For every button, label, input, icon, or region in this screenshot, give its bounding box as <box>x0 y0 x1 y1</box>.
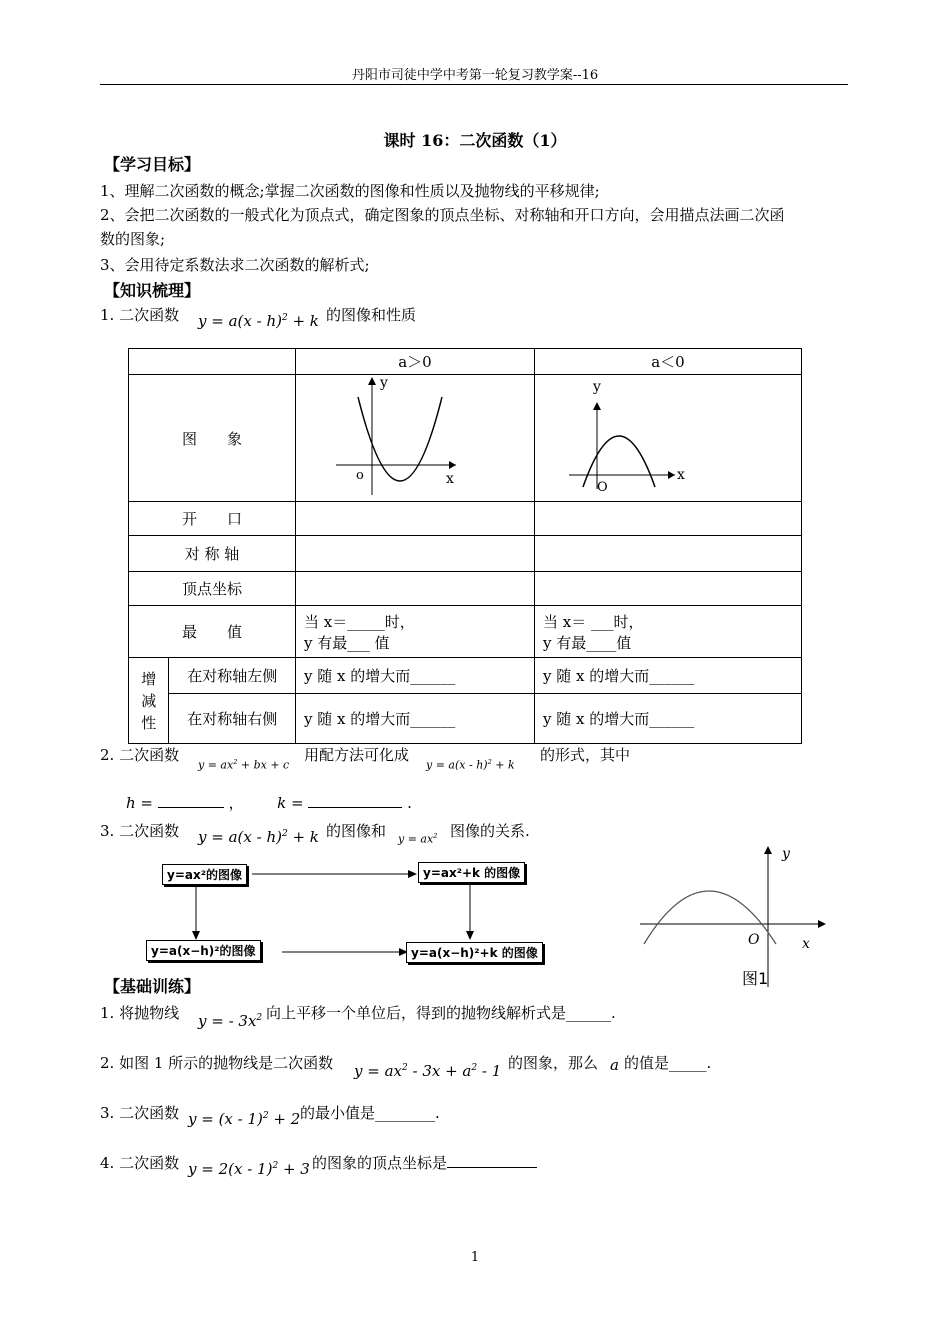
page-number: 1 <box>470 1250 480 1265</box>
origin-label: o <box>355 468 364 483</box>
figure1-graph <box>636 842 836 992</box>
item2-general-form: $y = ax^2$ + bx + c <box>198 758 290 772</box>
cell-axis-pos <box>295 536 534 572</box>
objectives-heading: 【学习目标】 <box>104 155 201 174</box>
cell-left-pos: y 随 x 的增大而______ <box>295 658 534 694</box>
cell-vertex-pos <box>295 572 534 606</box>
item3-prefix: 3. 二次函数 <box>100 822 180 840</box>
h-blank[interactable] <box>158 807 224 808</box>
q2-formula: $y = ax^2 - 3x + a^2 - 1$ <box>354 1062 502 1080</box>
row-label-extreme: 最 值 <box>129 606 296 658</box>
objective-1: 1、理解二次函数的概念;掌握二次函数的图像和性质以及抛物线的平移规律; <box>100 182 600 200</box>
cell-left-neg: y 随 x 的增大而______ <box>534 658 801 694</box>
row-label-opening: 开 口 <box>129 502 296 536</box>
extreme-pos-line2: y 有最___ 值 <box>303 633 390 652</box>
cell-right-neg: y 随 x 的增大而______ <box>534 694 801 744</box>
item2-end: . <box>407 794 412 812</box>
item2-prefix: 2. 二次函数 <box>100 746 180 764</box>
item2-suffix: 的形式，其中 <box>540 746 631 764</box>
cell-vertex-neg <box>534 572 801 606</box>
q1-suffix: 向上平移一个单位后，得到的抛物线解析式是______. <box>266 1004 616 1022</box>
q1-prefix: 1. 将抛物线 <box>100 1004 180 1022</box>
axis-label-y: y <box>592 379 601 395</box>
item2-vertex-form: y = a(x - h)$^2$ + k <box>426 758 515 772</box>
graph-upward-cell <box>295 375 534 502</box>
row-label-left: 在对称轴左侧 <box>169 658 296 694</box>
cell-right-pos: y 随 x 的增大而______ <box>295 694 534 744</box>
q2-mid: 的图象，那么 <box>508 1054 599 1072</box>
flow-box-ax-h-k: y=a(x−h)²+k 的图像 <box>406 942 543 963</box>
fig1-axis-y: y <box>782 846 790 862</box>
item3-formula2: $y = ax^2$ <box>398 832 438 846</box>
lesson-title: 课时 16：二次函数（1） <box>383 131 567 150</box>
row-label-image: 图 象 <box>129 375 296 502</box>
flow-box-ax2: y=ax²的图像 <box>162 864 247 885</box>
axis-label-x: x <box>445 471 454 487</box>
graph-downward-cell <box>534 375 801 502</box>
origin-label: O <box>596 480 608 495</box>
row-label-axis: 对 称 轴 <box>129 536 296 572</box>
axis-label-x: x <box>676 467 685 483</box>
q4-prefix: 4. 二次函数 <box>100 1154 180 1172</box>
item3-mid: 的图像和 <box>326 822 387 840</box>
h-sep: ， <box>228 794 244 812</box>
objective-2-cont: 数的图象; <box>100 230 166 248</box>
table-corner <box>129 349 296 375</box>
q3-formula: y = (x - 1)$^2$ + 2 <box>188 1110 301 1128</box>
fig1-axis-x: x <box>802 936 810 952</box>
q4-suffix <box>312 1152 537 1173</box>
properties-table <box>128 348 802 744</box>
k-label: k = <box>277 794 304 812</box>
item3-formula: y = a(x - h)$^2$ + k <box>198 828 319 846</box>
axis-label-y: y <box>379 375 388 391</box>
training-heading: 【基础训练】 <box>104 977 201 996</box>
q2-suffix: 的值是_____. <box>624 1054 712 1072</box>
item2-h-line <box>126 792 412 813</box>
cell-extreme-neg <box>534 606 801 658</box>
flow-box-ax-h: y=a(x−h)²的图像 <box>146 940 261 961</box>
extreme-pos-line1: 当 x＝_____时， <box>303 612 415 631</box>
q4-formula: y = 2(x - 1)$^2$ + 3 <box>188 1160 310 1178</box>
fig1-caption: 图1 <box>742 969 769 988</box>
row-label-monotone: 增减性 <box>129 658 169 744</box>
flow-box-ax2-k: y=ax²+k 的图像 <box>418 862 525 883</box>
cell-opening-pos <box>295 502 534 536</box>
col-header-a-positive: a＞0 <box>295 349 534 375</box>
item1-suffix: 的图像和性质 <box>326 306 417 324</box>
objective-2: 2、会把二次函数的一般式化为顶点式，确定图象的顶点坐标、对称轴和开口方向，会用描点法画二次函 <box>100 206 785 224</box>
k-blank[interactable] <box>308 807 402 808</box>
page-header: 丹阳市司徒中学中考第一轮复习教学案--16 <box>351 68 599 83</box>
cell-extreme-pos <box>295 606 534 658</box>
knowledge-heading: 【知识梳理】 <box>104 281 201 300</box>
q2-prefix: 2. 如图 1 所示的抛物线是二次函数 <box>100 1054 334 1072</box>
objective-3: 3、会用待定系数法求二次函数的解析式; <box>100 256 370 274</box>
fig1-origin: O <box>748 932 760 948</box>
downward-parabola-graph <box>535 375 801 497</box>
q3-prefix: 3. 二次函数 <box>100 1104 180 1122</box>
extreme-neg-line2: y 有最____值 <box>542 633 632 652</box>
col-header-a-negative: a＜0 <box>534 349 801 375</box>
q2-var: a <box>610 1056 619 1074</box>
q4-blank[interactable] <box>447 1167 537 1168</box>
item3-suffix: 图像的关系. <box>450 822 530 840</box>
item2-mid: 用配方法可化成 <box>304 746 410 764</box>
extreme-neg-line1: 当 x＝ ___时， <box>542 612 644 631</box>
q4-suffix-text: 的图象的顶点坐标是 <box>312 1154 448 1172</box>
item1-formula: y = a(x - h)$^2$ + k <box>198 312 319 330</box>
upward-parabola-graph <box>296 375 534 497</box>
q3-suffix: 的最小值是________. <box>300 1104 440 1122</box>
header-rule <box>100 84 848 85</box>
row-label-right: 在对称轴右侧 <box>169 694 296 744</box>
cell-axis-neg <box>534 536 801 572</box>
cell-opening-neg <box>534 502 801 536</box>
row-label-vertex: 顶点坐标 <box>129 572 296 606</box>
h-label: h = <box>126 794 153 812</box>
q1-formula: y = - $3x^2$ <box>198 1012 263 1030</box>
item1-prefix: 1. 二次函数 <box>100 306 180 324</box>
